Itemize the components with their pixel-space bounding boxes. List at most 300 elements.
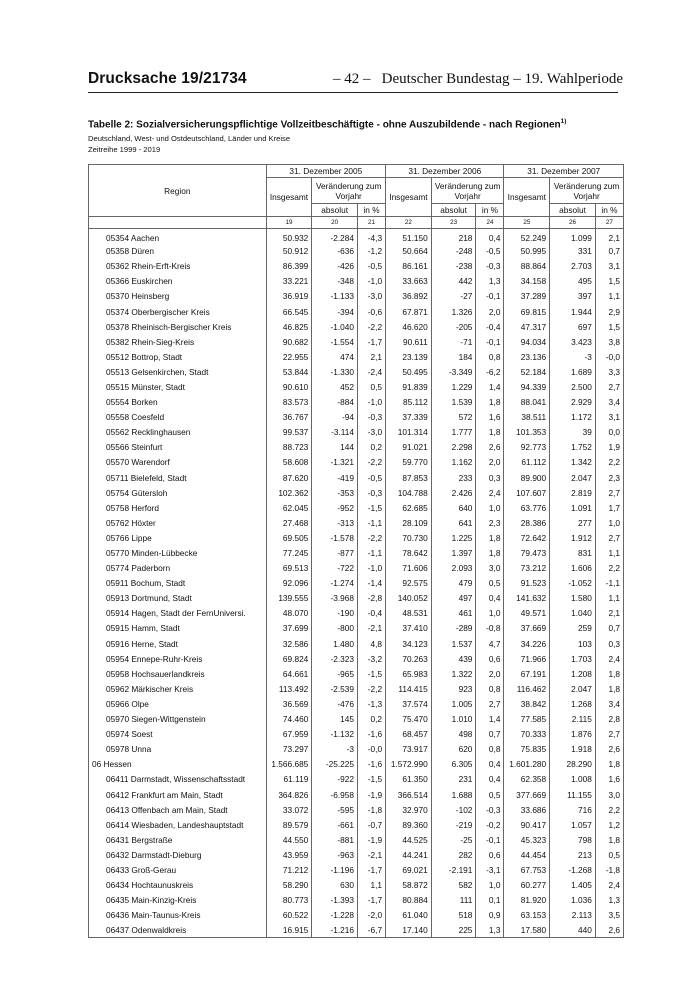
value-cell: 2,3 (476, 515, 504, 530)
table-row (89, 500, 624, 515)
value-cell: 61.040 (386, 908, 432, 923)
value-cell: -238 (431, 259, 476, 274)
value-cell: 28.290 (550, 757, 596, 772)
value-cell: 1.036 (550, 893, 596, 908)
value-cell: 1.225 (431, 530, 476, 545)
region-cell: 05770 Minden-Lübbecke (89, 545, 267, 560)
value-cell: 0,3 (595, 636, 623, 651)
value-cell: 2,2 (595, 455, 623, 470)
value-cell: 440 (550, 923, 596, 938)
value-cell: 2,7 (595, 530, 623, 545)
table-row (89, 742, 624, 757)
region-cell: 06435 Main-Kinzig-Kreis (89, 893, 267, 908)
value-cell: -1,7 (358, 862, 386, 877)
page-header (88, 70, 623, 92)
region-cell: 05913 Dortmund, Stadt (89, 591, 267, 606)
table-row (89, 410, 624, 425)
value-cell: 36.569 (266, 696, 312, 711)
value-cell: -3.968 (312, 591, 358, 606)
value-cell: -0,6 (358, 304, 386, 319)
region-cell: 05954 Ennepe-Ruhr-Kreis (89, 651, 267, 666)
table-row (89, 772, 624, 787)
value-cell: 51.150 (386, 229, 432, 244)
value-cell: -419 (312, 470, 358, 485)
value-cell: 36.767 (266, 410, 312, 425)
value-cell: 798 (550, 832, 596, 847)
value-cell: 1.572.990 (386, 757, 432, 772)
value-cell: -0,7 (358, 817, 386, 832)
value-cell: 28.109 (386, 515, 432, 530)
value-cell: -1,1 (595, 576, 623, 591)
value-cell: -94 (312, 410, 358, 425)
value-cell: -0,1 (476, 334, 504, 349)
value-cell: 89.579 (266, 817, 312, 832)
value-cell: -1.228 (312, 908, 358, 923)
value-cell: 1,1 (358, 878, 386, 893)
value-cell: 0,7 (595, 621, 623, 636)
value-cell: 1,1 (595, 591, 623, 606)
value-cell: 77.245 (266, 545, 312, 560)
value-cell: 0,5 (595, 847, 623, 862)
value-cell: -1,8 (595, 862, 623, 877)
table-row (89, 289, 624, 304)
region-cell: 05366 Euskirchen (89, 274, 267, 289)
change-column-header: Veränderung zum Vorjahr (431, 178, 504, 204)
table-row (89, 440, 624, 455)
value-cell: 44.241 (386, 847, 432, 862)
value-cell: 1,3 (476, 923, 504, 938)
value-cell: 23.136 (504, 349, 550, 364)
value-cell: 139.555 (266, 591, 312, 606)
value-cell: 2,1 (595, 606, 623, 621)
value-cell: 1.752 (550, 440, 596, 455)
value-cell: 572 (431, 410, 476, 425)
value-cell: 2,7 (595, 379, 623, 394)
value-cell: -2,1 (358, 621, 386, 636)
value-cell: -1,0 (358, 274, 386, 289)
region-cell: 06412 Frankfurt am Main, Stadt (89, 787, 267, 802)
value-cell: -0,3 (358, 410, 386, 425)
value-cell: 39 (550, 425, 596, 440)
value-cell: 1.268 (550, 696, 596, 711)
table-row (89, 636, 624, 651)
value-cell: 620 (431, 742, 476, 757)
value-cell: -353 (312, 485, 358, 500)
value-cell: 50.664 (386, 244, 432, 259)
value-cell: 0,1 (476, 893, 504, 908)
region-cell: 06411 Darmstadt, Wissenschaftsstadt (89, 772, 267, 787)
value-cell: -0,4 (476, 319, 504, 334)
table-title-footnote: 1) (560, 118, 567, 125)
value-cell: 91.839 (386, 379, 432, 394)
value-cell: -1,2 (358, 244, 386, 259)
publisher: Deutscher Bundestag – 19. Wahlperiode (381, 71, 623, 87)
table-subtitle: Deutschland, West- und Ostdeutschland, Länder und Kreise (88, 134, 291, 143)
value-cell: 1.606 (550, 561, 596, 576)
region-cell: 06436 Main-Taunus-Kreis (89, 908, 267, 923)
value-cell: 36.919 (266, 289, 312, 304)
value-cell: 331 (550, 244, 596, 259)
table-row (89, 712, 624, 727)
value-cell: 1.777 (431, 425, 476, 440)
column-number: 24 (476, 217, 504, 229)
table-period: Zeitreihe 1999 - 2019 (88, 145, 161, 154)
value-cell: 1,0 (595, 515, 623, 530)
value-cell: -1.554 (312, 334, 358, 349)
value-cell: 58.290 (266, 878, 312, 893)
value-cell: 90.682 (266, 334, 312, 349)
region-cell: 05916 Herne, Stadt (89, 636, 267, 651)
value-cell: 16.915 (266, 923, 312, 938)
value-cell: -884 (312, 395, 358, 410)
table-row (89, 485, 624, 500)
value-cell: 259 (550, 621, 596, 636)
value-cell: 58.872 (386, 878, 432, 893)
value-cell: 34.123 (386, 636, 432, 651)
value-cell: 1,8 (595, 757, 623, 772)
value-cell: -102 (431, 802, 476, 817)
value-cell: 2.093 (431, 561, 476, 576)
value-cell: 1.099 (550, 229, 596, 244)
value-cell: -965 (312, 666, 358, 681)
value-cell: 0,6 (476, 847, 504, 862)
value-cell: 3,3 (595, 364, 623, 379)
table-row (89, 817, 624, 832)
table-row (89, 651, 624, 666)
value-cell: 48.070 (266, 606, 312, 621)
value-cell: 1.580 (550, 591, 596, 606)
value-cell: 71.212 (266, 862, 312, 877)
value-cell: 89.900 (504, 470, 550, 485)
value-cell: -71 (431, 334, 476, 349)
value-cell: 1,8 (595, 666, 623, 681)
value-cell: -289 (431, 621, 476, 636)
value-cell: 27.468 (266, 515, 312, 530)
value-cell: -1,4 (358, 576, 386, 591)
absolut-column-header: absolut (431, 204, 476, 217)
value-cell: -1,3 (358, 696, 386, 711)
value-cell: -190 (312, 606, 358, 621)
value-cell: 640 (431, 500, 476, 515)
value-cell: 3,5 (595, 908, 623, 923)
value-cell: 78.642 (386, 545, 432, 560)
table-row (89, 259, 624, 274)
value-cell: 44.454 (504, 847, 550, 862)
table-row (89, 923, 624, 938)
value-cell: 58.608 (266, 455, 312, 470)
value-cell: 2,8 (595, 712, 623, 727)
value-cell: 0,3 (476, 470, 504, 485)
table-row (89, 908, 624, 923)
value-cell: 1.322 (431, 666, 476, 681)
column-number: 22 (386, 217, 432, 229)
region-column-header: Region (89, 165, 267, 217)
value-cell: 0,4 (476, 772, 504, 787)
value-cell: 66.545 (266, 304, 312, 319)
percent-column-header: in % (595, 204, 623, 217)
value-cell: -952 (312, 500, 358, 515)
value-cell: 582 (431, 878, 476, 893)
value-cell: 45.323 (504, 832, 550, 847)
value-cell: 77.585 (504, 712, 550, 727)
table-row (89, 530, 624, 545)
value-cell: -1.133 (312, 289, 358, 304)
value-cell: -1,7 (358, 334, 386, 349)
region-cell: 05378 Rheinisch-Bergischer Kreis (89, 319, 267, 334)
value-cell: -205 (431, 319, 476, 334)
value-cell: 70.333 (504, 727, 550, 742)
value-cell: 38.842 (504, 696, 550, 711)
value-cell: -2,0 (358, 908, 386, 923)
value-cell: 3.423 (550, 334, 596, 349)
region-cell: 06432 Darmstadt-Dieburg (89, 847, 267, 862)
value-cell: 50.912 (266, 244, 312, 259)
region-cell: 05554 Borken (89, 395, 267, 410)
value-cell: 79.473 (504, 545, 550, 560)
value-cell: 1,8 (476, 425, 504, 440)
value-cell: 61.119 (266, 772, 312, 787)
value-cell: 33.686 (504, 802, 550, 817)
table-row (89, 334, 624, 349)
value-cell: -2,2 (358, 319, 386, 334)
value-cell: 92.096 (266, 576, 312, 591)
document-number-prefix: Drucksache 19/ (88, 70, 204, 87)
value-cell: 46.620 (386, 319, 432, 334)
value-cell: 145 (312, 712, 358, 727)
table-row (89, 727, 624, 742)
value-cell: 213 (550, 847, 596, 862)
table-row (89, 379, 624, 394)
value-cell: 0,7 (595, 244, 623, 259)
region-cell: 06414 Wiesbaden, Landeshauptstadt (89, 817, 267, 832)
value-cell: -3.349 (431, 364, 476, 379)
table-row (89, 244, 624, 259)
value-cell: 1,1 (595, 289, 623, 304)
value-cell: -1,8 (358, 802, 386, 817)
column-number (89, 217, 267, 229)
value-cell: 1.601.280 (504, 757, 550, 772)
value-cell: 71.966 (504, 651, 550, 666)
value-cell: 442 (431, 274, 476, 289)
value-cell: 61.350 (386, 772, 432, 787)
table-row (89, 515, 624, 530)
table-header (89, 165, 624, 229)
value-cell: 641 (431, 515, 476, 530)
value-cell: -3,2 (358, 651, 386, 666)
value-cell: 2.929 (550, 395, 596, 410)
value-cell: -0,4 (358, 606, 386, 621)
region-cell: 05966 Olpe (89, 696, 267, 711)
value-cell: 1,2 (595, 817, 623, 832)
region-cell: 06437 Odenwaldkreis (89, 923, 267, 938)
value-cell: 61.112 (504, 455, 550, 470)
value-cell: 89.360 (386, 817, 432, 832)
value-cell: 1.326 (431, 304, 476, 319)
value-cell: 69.505 (266, 530, 312, 545)
value-cell: 60.522 (266, 908, 312, 923)
value-cell: 1.162 (431, 455, 476, 470)
value-cell: -0,0 (595, 349, 623, 364)
value-cell: 71.606 (386, 561, 432, 576)
value-cell: 0,6 (476, 651, 504, 666)
value-cell: 0,2 (358, 712, 386, 727)
column-number: 26 (550, 217, 596, 229)
absolut-column-header: absolut (550, 204, 596, 217)
value-cell: 716 (550, 802, 596, 817)
value-cell: 497 (431, 591, 476, 606)
value-cell: 1.208 (550, 666, 596, 681)
value-cell: -4,3 (358, 229, 386, 244)
value-cell: 48.531 (386, 606, 432, 621)
value-cell: 1,7 (595, 500, 623, 515)
value-cell: -0,3 (476, 259, 504, 274)
table-row (89, 349, 624, 364)
absolut-column-header: absolut (312, 204, 358, 217)
value-cell: 1,0 (476, 500, 504, 515)
table-row (89, 229, 624, 244)
value-cell: -595 (312, 802, 358, 817)
value-cell: 43.959 (266, 847, 312, 862)
table-row (89, 862, 624, 877)
value-cell: -2,4 (358, 364, 386, 379)
table-row (89, 681, 624, 696)
value-cell: 2,6 (595, 742, 623, 757)
value-cell: 113.492 (266, 681, 312, 696)
column-number: 20 (312, 217, 358, 229)
value-cell: -963 (312, 847, 358, 862)
value-cell: -2.539 (312, 681, 358, 696)
value-cell: 87.853 (386, 470, 432, 485)
value-cell: 1.057 (550, 817, 596, 832)
value-cell: 86.161 (386, 259, 432, 274)
region-cell: 05978 Unna (89, 742, 267, 757)
value-cell: 377.669 (504, 787, 550, 802)
value-cell: 37.574 (386, 696, 432, 711)
value-cell: 90.610 (266, 379, 312, 394)
value-cell: 63.776 (504, 500, 550, 515)
value-cell: 831 (550, 545, 596, 560)
value-cell: 3,4 (595, 395, 623, 410)
value-cell: 52.184 (504, 364, 550, 379)
value-cell: 630 (312, 878, 358, 893)
value-cell: 23.139 (386, 349, 432, 364)
value-cell: -248 (431, 244, 476, 259)
value-cell: 2,6 (595, 923, 623, 938)
value-cell: 1.342 (550, 455, 596, 470)
value-cell: 2,1 (595, 229, 623, 244)
value-cell: 33.663 (386, 274, 432, 289)
region-cell: 05774 Paderborn (89, 561, 267, 576)
value-cell: 62.685 (386, 500, 432, 515)
value-cell: 33.072 (266, 802, 312, 817)
value-cell: 2,0 (476, 666, 504, 681)
value-cell: -1,5 (358, 666, 386, 681)
value-cell: -2,1 (358, 847, 386, 862)
value-cell: 277 (550, 515, 596, 530)
value-cell: -877 (312, 545, 358, 560)
table-row (89, 757, 624, 772)
percent-column-header: in % (358, 204, 386, 217)
value-cell: 233 (431, 470, 476, 485)
table-title-text: Tabelle 2: Sozialversicherungspflichtige Vollzeitbeschäftigte - ohne Auszubildende - nach Regionen (88, 119, 561, 131)
value-cell: 3,8 (595, 334, 623, 349)
value-cell: 2,7 (476, 696, 504, 711)
value-cell: 1,0 (476, 878, 504, 893)
change-column-header: Veränderung zum Vorjahr (550, 178, 624, 204)
value-cell: 2.115 (550, 712, 596, 727)
table-row (89, 878, 624, 893)
value-cell: 1.040 (550, 606, 596, 621)
value-cell: 1,8 (476, 395, 504, 410)
value-cell: 0,7 (476, 727, 504, 742)
value-cell: 4,7 (476, 636, 504, 651)
value-cell: -25.225 (312, 757, 358, 772)
change-column-header: Veränderung zum Vorjahr (312, 178, 386, 204)
value-cell: 1,8 (476, 545, 504, 560)
value-cell: 46.825 (266, 319, 312, 334)
value-cell: -1,7 (358, 893, 386, 908)
value-cell: -25 (431, 832, 476, 847)
value-cell: 495 (550, 274, 596, 289)
value-cell: -661 (312, 817, 358, 832)
value-cell: 67.871 (386, 304, 432, 319)
value-cell: 3,4 (595, 696, 623, 711)
value-cell: 83.573 (266, 395, 312, 410)
value-cell: 2,0 (476, 304, 504, 319)
value-cell: 74.460 (266, 712, 312, 727)
table-row (89, 561, 624, 576)
value-cell: 90.417 (504, 817, 550, 832)
value-cell: 1.689 (550, 364, 596, 379)
value-cell: 88.041 (504, 395, 550, 410)
value-cell: 75.470 (386, 712, 432, 727)
value-cell: 50.932 (266, 229, 312, 244)
value-cell: 80.884 (386, 893, 432, 908)
value-cell: -1,6 (358, 757, 386, 772)
total-column-header: Insgesamt (504, 178, 550, 217)
value-cell: 2,3 (595, 470, 623, 485)
value-cell: -3,0 (358, 425, 386, 440)
value-cell: 1,1 (595, 545, 623, 560)
value-cell: 67.753 (504, 862, 550, 877)
value-cell: -426 (312, 259, 358, 274)
table-row (89, 696, 624, 711)
value-cell: 1.703 (550, 651, 596, 666)
value-cell: 1.405 (550, 878, 596, 893)
value-cell: 28.386 (504, 515, 550, 530)
region-cell: 05754 Gütersloh (89, 485, 267, 500)
value-cell: -1.321 (312, 455, 358, 470)
value-cell: -1.268 (550, 862, 596, 877)
value-cell: 17.580 (504, 923, 550, 938)
value-cell: 0,0 (595, 425, 623, 440)
value-cell: -0,5 (358, 470, 386, 485)
column-number: 27 (595, 217, 623, 229)
value-cell: 2,1 (358, 349, 386, 364)
value-cell: 47.317 (504, 319, 550, 334)
value-cell: 65.983 (386, 666, 432, 681)
value-cell: -3,0 (358, 289, 386, 304)
percent-column-header: in % (476, 204, 504, 217)
region-cell: 05711 Bielefeld, Stadt (89, 470, 267, 485)
value-cell: 62.358 (504, 772, 550, 787)
value-cell: 0,2 (358, 440, 386, 455)
value-cell: -3.114 (312, 425, 358, 440)
value-cell: -1.578 (312, 530, 358, 545)
value-cell: 452 (312, 379, 358, 394)
value-cell: 2,7 (595, 727, 623, 742)
table-row (89, 304, 624, 319)
